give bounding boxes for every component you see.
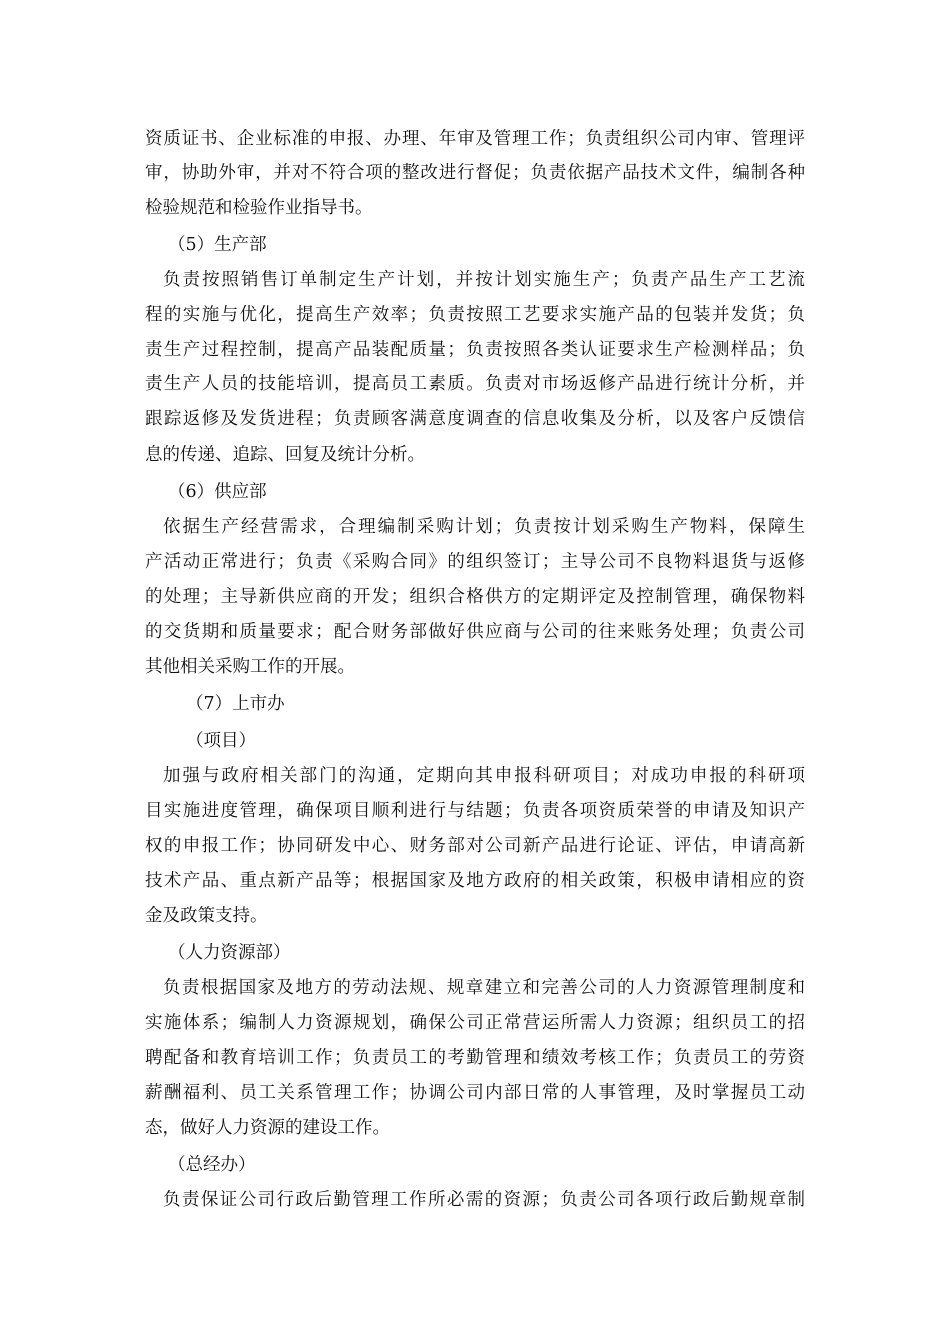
paragraph-line: 息的传递、追踪、回复及统计分析。 bbox=[145, 445, 425, 465]
paragraph-line: 依据生产经营需求，合理编制采购计划；负责按计划采购生产物料，保障生 bbox=[163, 517, 805, 537]
paragraph-line: 检验规范和检验作业指导书。 bbox=[145, 198, 373, 218]
paragraph-line: 责生产人员的技能培训，提高员工素质。负责对市场返修产品进行统计分析，并 bbox=[145, 374, 805, 394]
section-heading-production: （5）生产部 bbox=[168, 235, 267, 255]
paragraph-line: 权的申报工作；协同研发中心、财务部对公司新产品进行论证、评估，申请高新 bbox=[145, 836, 805, 856]
paragraph-line: 加强与政府相关部门的沟通，定期向其申报科研项目；对成功申报的科研项 bbox=[163, 766, 805, 786]
paragraph-line: 目实施进度管理，确保项目顺利进行与结题；负责各项资质荣誉的申请及知识产 bbox=[145, 801, 805, 821]
paragraph-line: 聘配备和教育培训工作；负责员工的考勤管理和绩效考核工作；负责员工的劳资 bbox=[145, 1048, 805, 1068]
subsection-heading-project: （项目） bbox=[186, 731, 256, 751]
section-heading-listing-office: （7）上市办 bbox=[186, 694, 285, 714]
subsection-heading-hr: （人力资源部） bbox=[168, 943, 291, 963]
paragraph-line: 负责保证公司行政后勤管理工作所必需的资源；负责公司各项行政后勤规章制 bbox=[163, 1190, 805, 1210]
paragraph-line: 程的实施与优化，提高生产效率；负责按照工艺要求实施产品的包装并发货；负 bbox=[145, 305, 805, 325]
paragraph-line: 审，协助外审，并对不符合项的整改进行督促；负责依据产品技术文件，编制各种 bbox=[145, 163, 805, 183]
paragraph-line: 态，做好人力资源的建设工作。 bbox=[145, 1118, 390, 1138]
paragraph-line: 实施体系；编制人力资源规划，确保公司正常营运所需人力资源；组织员工的招 bbox=[145, 1013, 805, 1033]
paragraph-line: 其他相关采购工作的开展。 bbox=[145, 657, 355, 677]
subsection-heading-gm-office: （总经办） bbox=[168, 1155, 256, 1175]
paragraph-line: 的交货期和质量要求；配合财务部做好供应商与公司的往来账务处理；负责公司 bbox=[145, 622, 805, 642]
paragraph-line: 的处理；主导新供应商的开发；组织合格供方的定期评定及控制管理，确保物料 bbox=[145, 587, 805, 607]
paragraph-line: 责生产过程控制，提高产品装配质量；负责按照各类认证要求生产检测样品；负 bbox=[145, 340, 805, 360]
paragraph-line: 资质证书、企业标准的申报、办理、年审及管理工作；负责组织公司内审、管理评 bbox=[145, 129, 805, 149]
paragraph-line: 负责根据国家及地方的劳动法规、规章建立和完善公司的人力资源管理制度和 bbox=[163, 978, 805, 998]
paragraph-line: 技术产品、重点新产品等；根据国家及地方政府的相关政策，积极申请相应的资 bbox=[145, 871, 805, 891]
section-heading-supply: （6）供应部 bbox=[168, 482, 267, 502]
paragraph-line: 金及政策支持。 bbox=[145, 906, 268, 926]
paragraph-line: 跟踪返修及发货进程；负责顾客满意度调查的信息收集及分析，以及客户反馈信 bbox=[145, 409, 805, 429]
paragraph-line: 产活动正常进行；负责《采购合同》的组织签订；主导公司不良物料退货与返修 bbox=[145, 552, 805, 572]
paragraph-line: 负责按照销售订单制定生产计划，并按计划实施生产；负责产品生产工艺流 bbox=[163, 270, 805, 290]
paragraph-line: 薪酬福利、员工关系管理工作；协调公司内部日常的人事管理，及时掌握员工动 bbox=[145, 1083, 805, 1103]
